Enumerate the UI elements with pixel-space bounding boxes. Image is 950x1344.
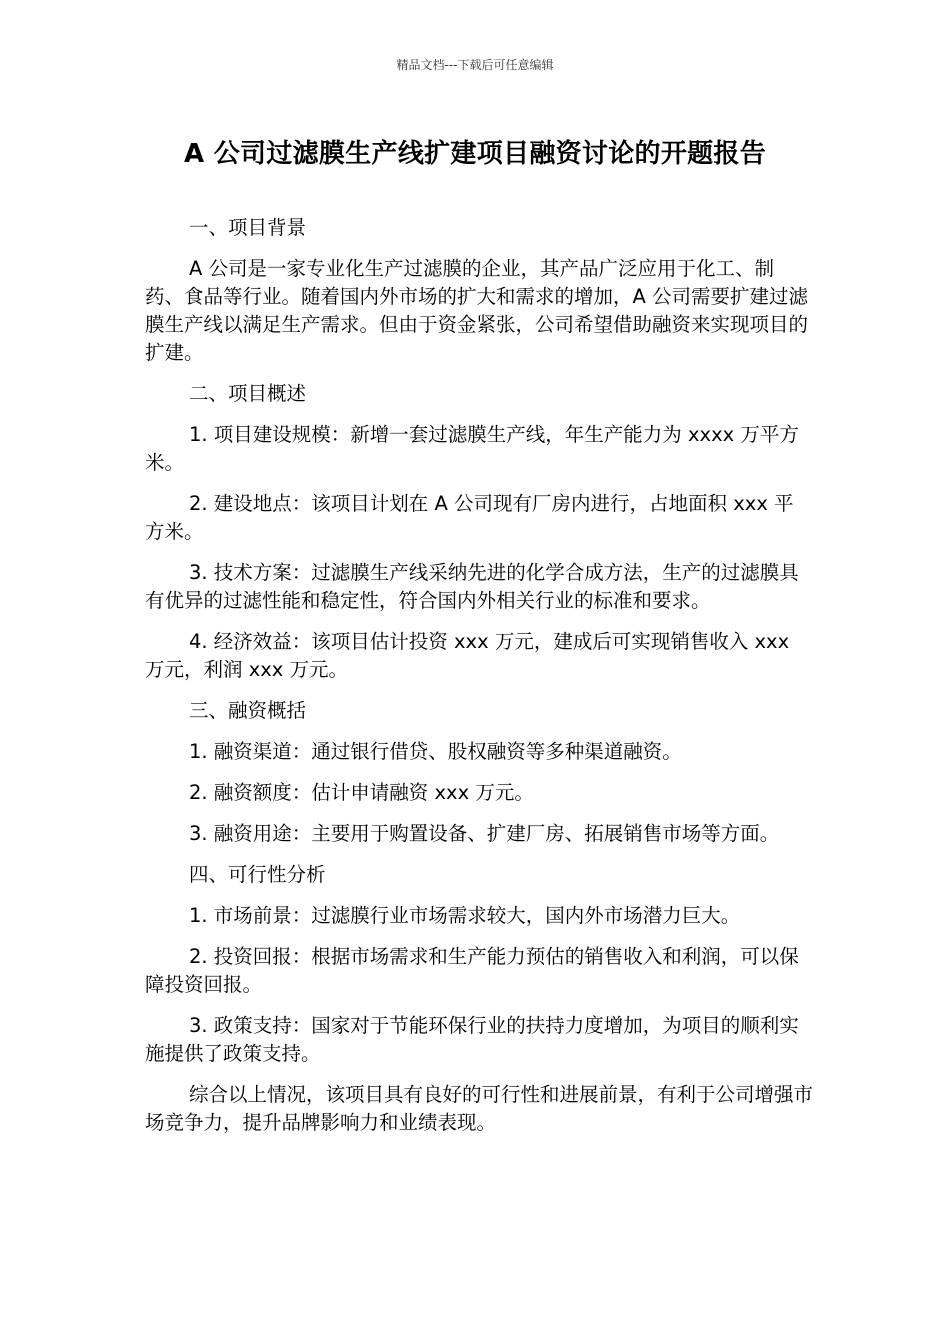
paragraph-technology: 3. 技术方案：过滤膜生产线采纳先进的化学合成方法，生产的过滤膜具有优异的过滤性能和稳定性，符合国内外相关行业的标准和要求。	[145, 561, 799, 612]
paragraph-location: 2. 建设地点：该项目计划在 A 公司现有厂房内进行，占地面积 xxx 平方米。	[145, 492, 794, 543]
paragraph-economics: 4. 经济效益：该项目估计投资 xxx 万元，建成后可实现销售收入 xxx 万元，利润 xxx 万元。	[145, 630, 796, 681]
paragraph-background: A 公司是一家专业化生产过滤膜的企业，其产品广泛应用于化工、制药、食品等行业。随着国内外市场的扩大和需求的增加，A 公司需要扩建过滤膜生产线以满足生产需求。但由于资金紧张，公司希望借助融资来实现项目的扩建。	[145, 257, 809, 364]
paragraph-market-outlook: 1. 市场前景：过滤膜行业市场需求较大，国内外市场潜力巨大。	[189, 904, 741, 927]
section-heading-overview: 二、项目概述	[189, 382, 307, 405]
document-title: A 公司过滤膜生产线扩建项目融资讨论的开题报告	[183, 139, 767, 169]
paragraph-financing-amount: 2. 融资额度：估计申请融资 xxx 万元。	[189, 781, 534, 804]
paragraph-financing-channels: 1. 融资渠道：通过银行借贷、股权融资等多种渠道融资。	[189, 740, 682, 763]
page-header-watermark: 精品文档---下载后可任意编辑	[396, 58, 554, 72]
paragraph-scale: 1. 项目建设规模：新增一套过滤膜生产线，年生产能力为 xxxx 万平方米。	[145, 423, 799, 474]
paragraph-financing-usage: 3. 融资用途：主要用于购置设备、扩建厂房、拓展销售市场等方面。	[189, 822, 780, 845]
paragraph-conclusion: 综合以上情况，该项目具有良好的可行性和进展前景，有利于公司增强市场竞争力，提升品牌影响力和业绩表现。	[145, 1083, 814, 1134]
section-heading-financing: 三、融资概括	[189, 699, 307, 722]
section-heading-background: 一、项目背景	[189, 216, 307, 239]
paragraph-investment-return: 2. 投资回报：根据市场需求和生产能力预估的销售收入和利润，可以保障投资回报。	[145, 945, 799, 996]
section-heading-feasibility: 四、可行性分析	[189, 863, 326, 886]
paragraph-policy-support: 3. 政策支持：国家对于节能环保行业的扶持力度增加，为项目的顺利实施提供了政策支持。	[145, 1014, 799, 1065]
document-body	[145, 214, 813, 1150]
